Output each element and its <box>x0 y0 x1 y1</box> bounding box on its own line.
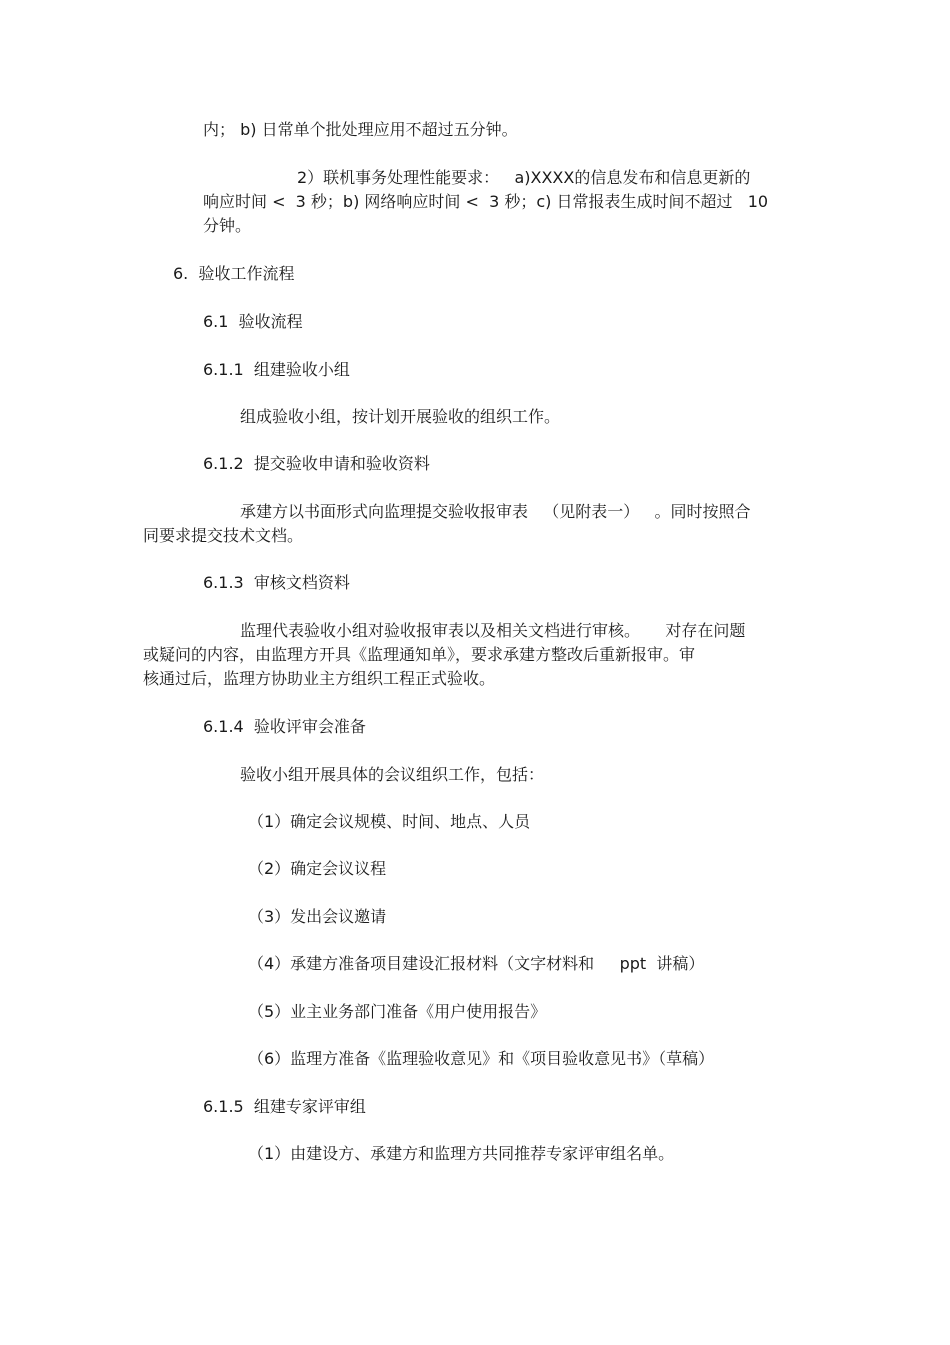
subsection-heading: 6.1.3 审核文档资料 <box>203 573 350 592</box>
paragraph-line: 监理代表验收小组对验收报审表以及相关文档进行审核。 对存在问题 <box>240 621 746 640</box>
list-item: （4）承建方准备项目建设汇报材料（文字材料和 ppt 讲稿） <box>248 954 705 973</box>
subsection-heading: 6.1 验收流程 <box>203 312 303 331</box>
paragraph-line: 组成验收小组，按计划开展验收的组织工作。 <box>240 407 561 426</box>
paragraph-line: 2）联机事务处理性能要求： a)XXXX的信息发布和信息更新的 <box>297 168 751 187</box>
paragraph-line: 同要求提交技术文档。 <box>143 526 304 545</box>
subsection-heading: 6.1.4 验收评审会准备 <box>203 717 366 736</box>
subsection-heading: 6.1.1 组建验收小组 <box>203 360 350 379</box>
list-item: （1）由建设方、承建方和监理方共同推荐专家评审组名单。 <box>248 1144 675 1163</box>
paragraph-line: 承建方以书面形式向监理提交验收报审表 （见附表一） 。同时按照合 <box>240 502 751 521</box>
subsection-heading: 6.1.2 提交验收申请和验收资料 <box>203 454 430 473</box>
paragraph-line: 内； b) 日常单个批处理应用不超过五分钟。 <box>203 120 518 139</box>
paragraph-line: 分钟。 <box>203 216 252 235</box>
subsection-heading: 6.1.5 组建专家评审组 <box>203 1097 366 1116</box>
list-item: （5）业主业务部门准备《用户使用报告》 <box>248 1002 547 1021</box>
list-item: （1）确定会议规模、时间、地点、人员 <box>248 812 531 831</box>
section-heading: 6. 验收工作流程 <box>173 264 295 283</box>
list-item: （6）监理方准备《监理验收意见》和《项目验收意见书》（草稿） <box>248 1049 715 1068</box>
paragraph-line: 核通过后，监理方协助业主方组织工程正式验收。 <box>143 669 496 688</box>
list-item: （3）发出会议邀请 <box>248 907 387 926</box>
paragraph-line: 响应时间 < 3 秒；b) 网络响应时间 < 3 秒；c) 日常报表生成时间不超过 10 <box>203 192 769 211</box>
paragraph-line: 或疑问的内容，由监理方开具《监理通知单》，要求承建方整改后重新报审。审 <box>143 645 696 664</box>
list-item: （2）确定会议议程 <box>248 859 387 878</box>
paragraph-line: 验收小组开展具体的会议组织工作，包括： <box>240 765 545 784</box>
